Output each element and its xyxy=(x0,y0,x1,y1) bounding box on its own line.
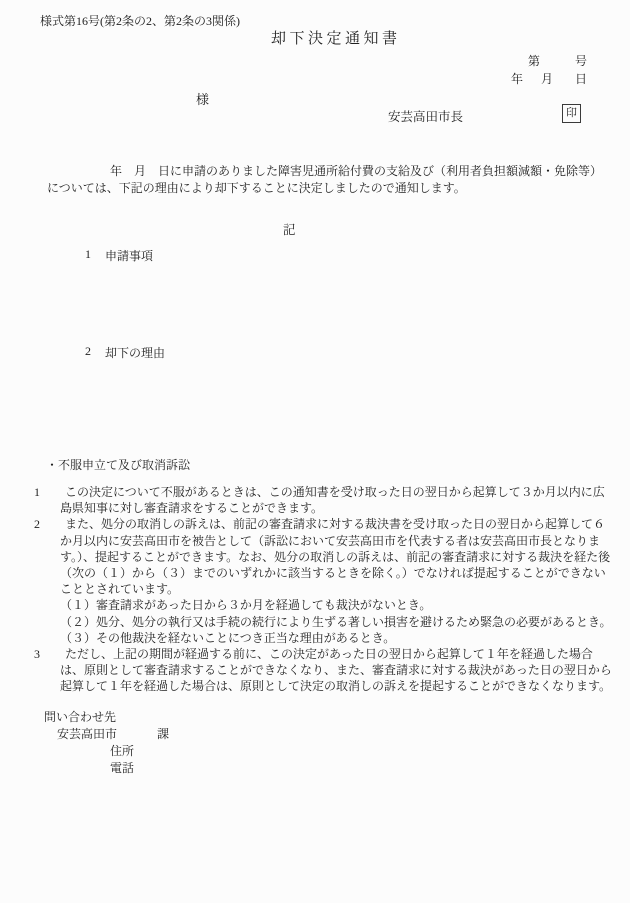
appeal-item-2 xyxy=(34,516,618,646)
date-month-label: 月 xyxy=(541,72,554,86)
notice-body-paragraph: 年 月 日に申請のありました障害児通所給付費の支給及び（利用者負担額減額・免除等）については、下記の理由により却下することに決定しましたので通知します。 xyxy=(47,164,603,195)
appeal-item-number: 3 xyxy=(34,647,40,662)
seal-mark: 印 xyxy=(562,104,581,123)
date-year-label: 年 xyxy=(511,72,524,86)
doc-number-prefix: 第 xyxy=(528,54,541,68)
appeal-section-heading: ・不服申立て及び取消訴訟 xyxy=(46,458,191,472)
section-rejection-reason xyxy=(85,344,165,361)
appeal-item-number: 2 xyxy=(34,517,40,532)
document-title: 却下決定通知書 xyxy=(271,31,401,47)
addressee-honorific: 様 xyxy=(196,92,210,107)
section-number: 1 xyxy=(85,247,91,261)
contact-heading: 問い合わせ先 xyxy=(44,710,117,724)
appeal-item-1 xyxy=(34,484,618,516)
appeal-item-3 xyxy=(34,646,618,695)
appeal-subitem-3: （３）その他裁決を経ないことにつき正当な理由があるとき。 xyxy=(60,630,396,645)
appeal-item-text xyxy=(60,516,614,646)
doc-number-suffix: 号 xyxy=(575,54,588,68)
contact-section-suffix: 課 xyxy=(157,727,170,741)
appeal-item-main-text: また、処分の取消しの訴えは、前記の審査請求に対する裁決書を受け取った日の翌日から起算して６か月以内に安芸高田市を被告として（訴訟において安芸高田市を代表する者は安芸高田市長となります。）、提起することができます。なお、処分の取消しの訴えは、前記の審査請求に対する裁決を経た後（次の（１）から（３）までのいずれかに該当するときを除く。）でなければ提起することができないこととされています。 xyxy=(60,517,611,597)
form-number: 様式第16号(第2条の2、第2条の3関係) xyxy=(40,14,240,28)
appeal-item-text: この決定について不服があるときは、この通知書を受け取った日の翌日から起算して３か月以内に広島県知事に対し審査請求をすることができます。 xyxy=(60,485,605,516)
appeal-items-block xyxy=(34,484,618,695)
contact-phone-label: 電話 xyxy=(110,761,135,775)
appeal-subitem-1: （１）審査請求があった日から３か月を経過しても裁決がないとき。 xyxy=(60,598,432,613)
date-day-label: 日 xyxy=(575,72,588,86)
section-label: 却下の理由 xyxy=(105,346,166,360)
appeal-item-number: 1 xyxy=(34,485,40,499)
appeal-subitem-2: （２）処分、処分の執行又は手続の続行により生ずる著しい損害を避けるため緊急の必要があるとき。 xyxy=(60,614,612,629)
section-application-items xyxy=(85,247,153,264)
appeal-item-text: ただし、上記の期間が経過する前に、この決定があった日の翌日から起算して１年を経過した場合は、原則として審査請求することができなくなり、また、審査請求に対する裁決があった日の翌日から起算して１年を経過した場合は、原則として決定の取消しの訴えを提起することができなくなります。 xyxy=(60,647,612,694)
issuer-name: 安芸高田市長 xyxy=(388,110,464,124)
contact-city-name: 安芸高田市 xyxy=(57,727,118,741)
ki-separator: 記 xyxy=(283,223,296,237)
section-label: 申請事項 xyxy=(105,249,154,263)
section-number: 2 xyxy=(85,344,91,358)
contact-address-label: 住所 xyxy=(110,744,135,758)
